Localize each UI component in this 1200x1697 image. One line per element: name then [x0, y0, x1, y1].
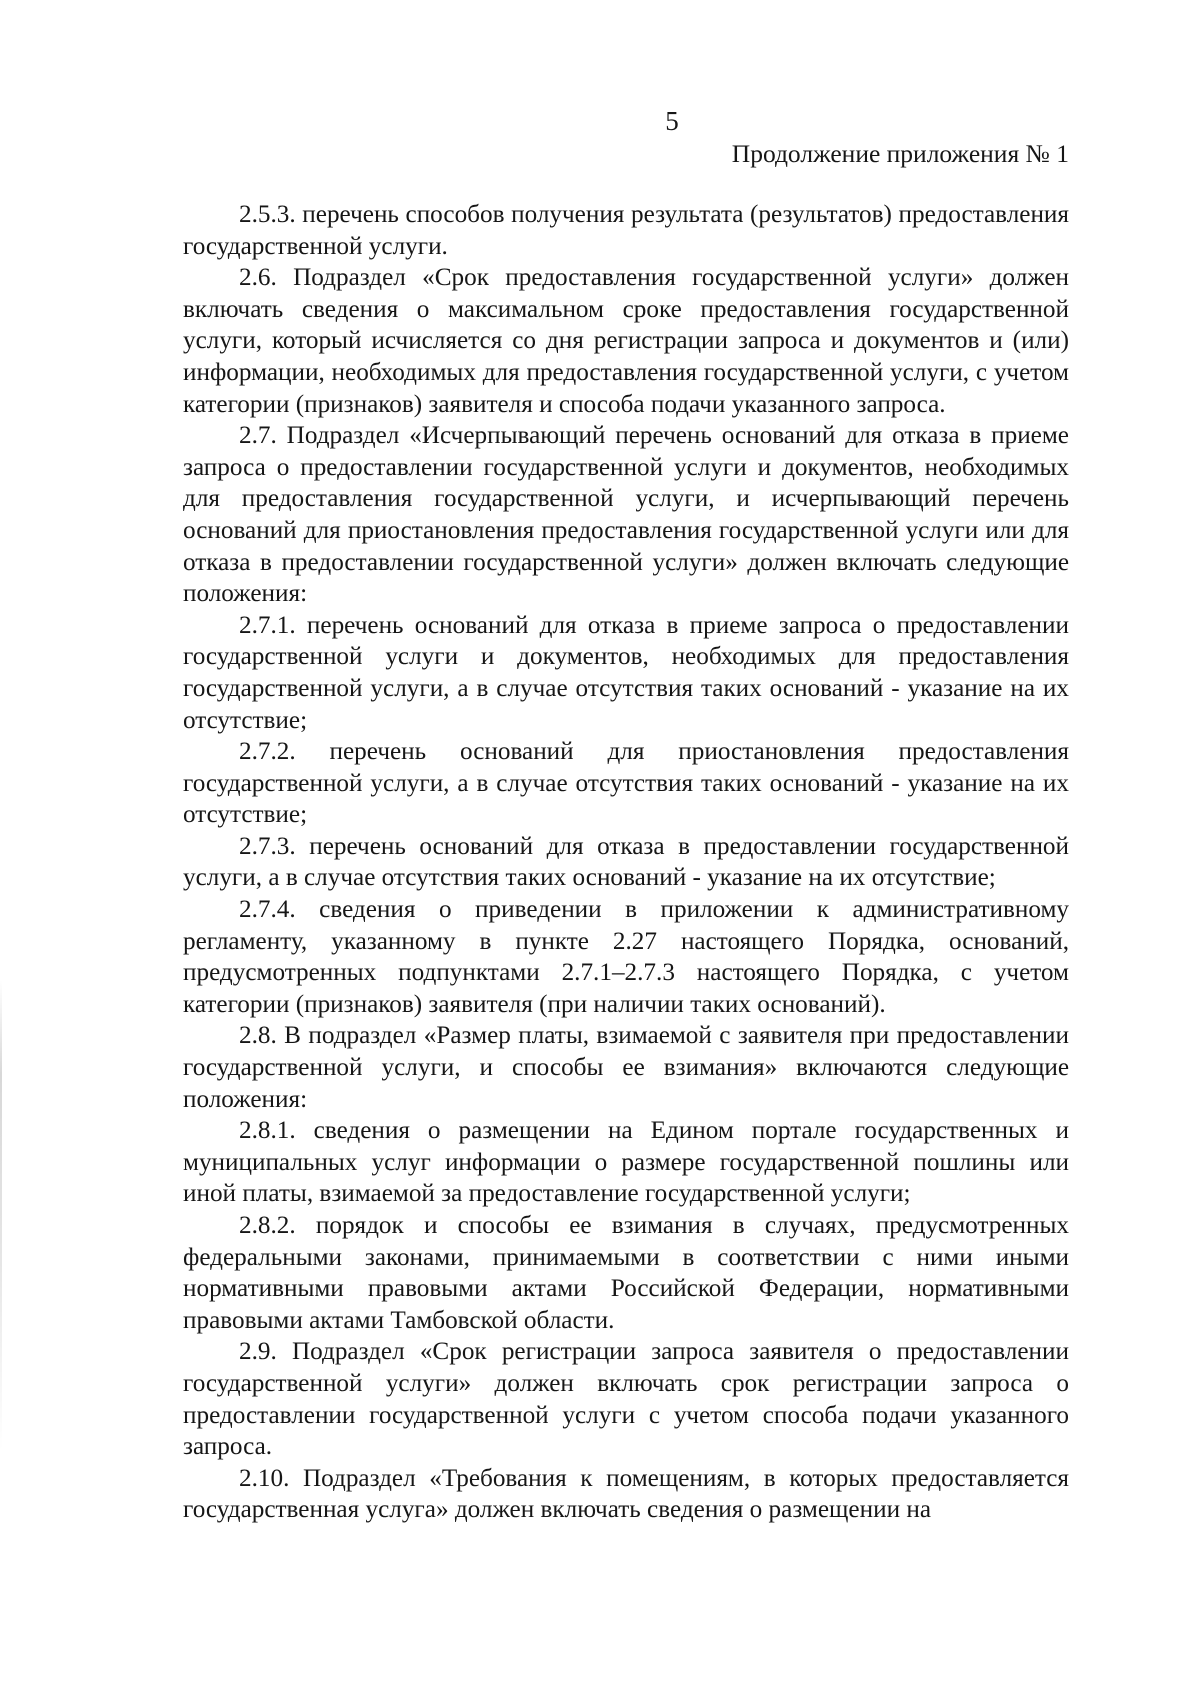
paragraph-2-8-2: 2.8.2. порядок и способы ее взимания в случаях, предусмотренных федеральными законами, принимаемыми в соответствии с ними иными нормативными правовыми актами Российской Федерации, нормативными правовыми актами Тамбовской области. — [183, 1212, 1069, 1334]
page-number: 5 — [665, 106, 679, 136]
paragraph-2-7-3: 2.7.3. перечень оснований для отказа в предоставлении государственной услуги, а в случае отсутствия таких оснований - указание на их отсутствие; — [183, 832, 1069, 892]
document-body — [183, 199, 1069, 1526]
paragraph-2-6: 2.6. Подраздел «Срок предоставления государственной услуги» должен включать сведения о максимальном сроке предоставления государственной услуги, который исчисляется со дня регистрации запроса и документов и (или) информации, необходимых для предоставления государственной услуги, с учетом категории (признаков) заявителя и способа подачи указанного запроса. — [183, 264, 1069, 418]
paragraph-2-9: 2.9. Подраздел «Срок регистрации запроса заявителя о предоставлении государственной услуги» должен включать срок регистрации запроса о предоставлении государственной услуги с учетом способа подачи указанного запроса. — [183, 1338, 1069, 1461]
paragraph-2-7-4: 2.7.4. сведения о приведении в приложении к административному регламенту, указанному в пункте 2.27 настоящего Порядка, оснований, предусмотренных подпунктами 2.7.1–2.7.3 настоящего Порядка, с учетом категории (признаков) заявителя (при наличии таких оснований). — [183, 896, 1069, 1018]
paragraph-2-7: 2.7. Подраздел «Исчерпывающий перечень оснований для отказа в приеме запроса о предоставлении государственной услуги и документов, необходимых для предоставления государственной услуги, и исчерпывающий перечень оснований для приостановления предоставления государственной услуги или для отказа в предоставлении государственной услуги» должен включать следующие положения: — [183, 422, 1069, 608]
paragraph-2-10: 2.10. Подраздел «Требования к помещениям, в которых предоставляется государственная услуга» должен включать сведения о размещении на — [183, 1464, 1069, 1524]
paragraph-2-8-1: 2.8.1. сведения о размещении на Едином портале государственных и муниципальных услуг информации о размере государственной пошлины или иной платы, взимаемой за предоставление государственной услуги; — [183, 1117, 1069, 1208]
appendix-continuation-note: Продолжение приложения № 1 — [731, 139, 1069, 168]
scan-edge-shadow — [0, 980, 2, 1450]
paragraph-2-8: 2.8. В подраздел «Размер платы, взимаемой с заявителя при предоставлении государственной услуги, и способы ее взимания» включаются следующие положения: — [183, 1022, 1069, 1113]
paragraph-2-7-1: 2.7.1. перечень оснований для отказа в приеме запроса о предоставлении государственной услуги и документов, необходимых для предоставления государственной услуги, а в случае отсутствия таких оснований - указание на их отсутствие; — [183, 611, 1069, 734]
paragraph-2-5-3: 2.5.3. перечень способов получения результата (результатов) предоставления государственной услуги. — [183, 201, 1069, 260]
paragraph-2-7-2: 2.7.2. перечень оснований для приостановления предоставления государственной услуги, а в случае отсутствия таких оснований - указание на их отсутствие; — [183, 738, 1069, 829]
